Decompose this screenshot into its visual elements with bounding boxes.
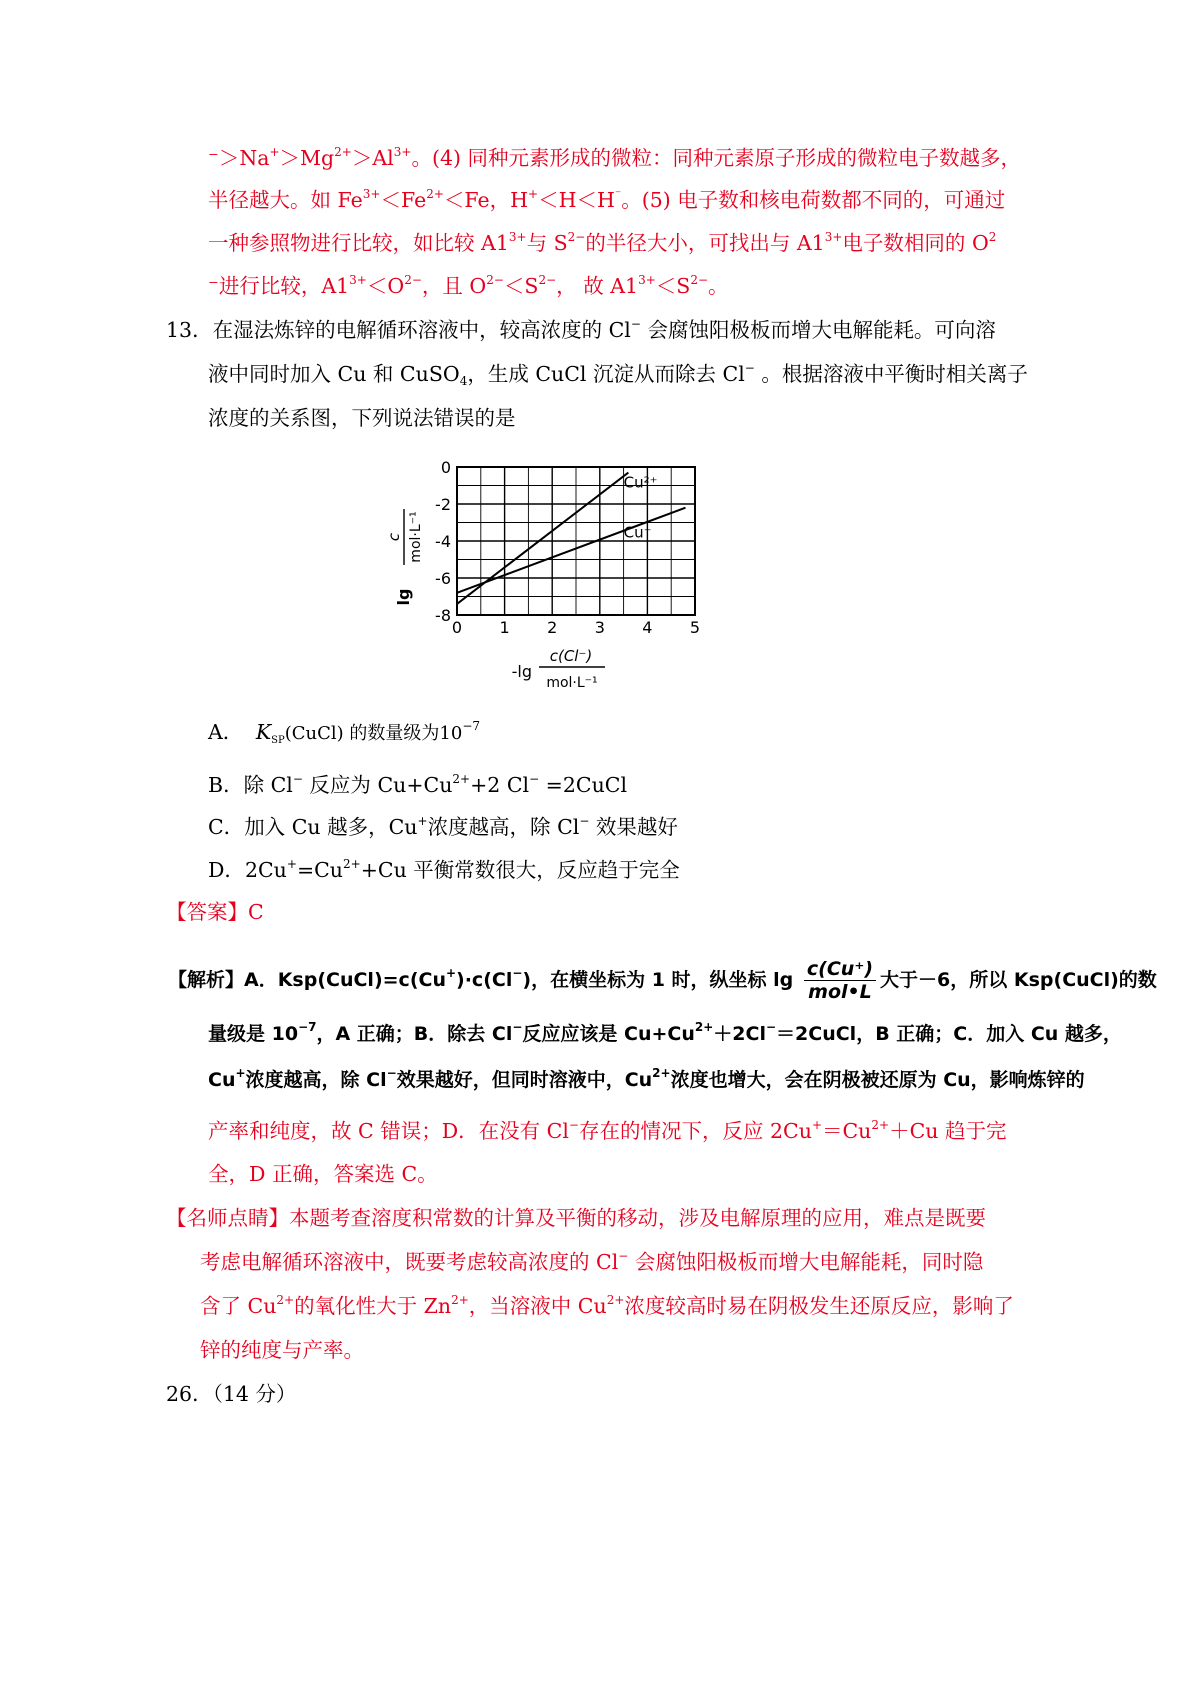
concentration-fraction: $\frac{c(Cu^+)}{\text{mol•L}}$ — [804, 958, 876, 1003]
y-axis-label — [385, 509, 424, 605]
y-tick-label: -8 — [435, 606, 451, 625]
chart-grid — [457, 467, 695, 615]
question-13-line-1: 13．在湿法炼锌的电解循环溶液中，较高浓度的 Cl− 会腐蚀阳极板而增大电解能耗。可向溶 — [166, 317, 996, 342]
answer: 【答案】C — [166, 900, 264, 924]
svg-text:mol·L⁻¹: mol·L⁻¹ — [408, 511, 424, 563]
x-tick-label: 3 — [594, 618, 605, 637]
y-tick-label: 0 — [440, 458, 451, 477]
x-tick-label: 1 — [499, 618, 510, 637]
question-number: 13． — [166, 318, 213, 342]
concentration-chart — [385, 455, 715, 700]
x-tick-label: 5 — [689, 618, 701, 637]
svg-text:-lg: -lg — [511, 662, 532, 681]
tip-line-2: 考虑电解循环溶液中，既要考虑较高浓度的 Cl− 会腐蚀阳极板而增大电解能耗，同时隐 — [200, 1249, 984, 1274]
chart-ticks — [435, 458, 700, 637]
y-tick-label: -4 — [435, 532, 451, 551]
analysis-line-4: 产率和纯度，故 C 错误；D．在没有 Cl−存在的情况下，反应 $2Cu^+=Cu^{2+}+Cu$ 趋于完 — [208, 1118, 1007, 1143]
question-13-line-2: 液中同时加入 Cu 和 CuSO$_4$，生成 CuCl 沉淀从而除去 Cl− 。根据溶液中平衡时相关离子 — [208, 361, 1028, 388]
series-label: Cu⁺ — [623, 523, 652, 542]
option-a: A． $K_{SP}(CuCl)$ 的数量级为$10^{-7}$ — [208, 719, 481, 746]
chart-legend — [624, 473, 658, 541]
analysis-line-3: Cu+浓度越高，除 Cl−效果越好，但同时溶液中，$Cu^{2+}$浓度也增大，会在阴极被还原为 Cu，影响炼锌的 — [208, 1066, 1085, 1091]
x-tick-label: 2 — [547, 618, 558, 637]
prev-analysis-line-1: $^->Na^+>Mg^{2+}>Al^{3+}$。(4) 同种元素形成的微粒：同种元素原子形成的微粒电子数越多， — [208, 145, 1022, 170]
svg-text:lg: lg — [394, 588, 413, 606]
tip-line-3: 含了 $Cu^{2+}$的氧化性大于 $Zn^{2+}$，当溶液中 $Cu^{2+}$浓度较高时易在阴极发生还原反应，影响了 — [200, 1293, 1014, 1318]
series-label: Cu²⁺ — [623, 473, 658, 492]
prev-analysis-line-3: 一种参照物进行比较，如比较 $A1^{3+}$与 $S^{2-}$的半径大小，可找出与 $A1^{3+}$电子数相同的 $O^2$ — [208, 230, 997, 255]
option-b: B．除 Cl− 反应为 $Cu+Cu^{2+}+2$ Cl− =2CuCl — [208, 772, 628, 797]
svg-text:mol·L⁻¹: mol·L⁻¹ — [546, 675, 598, 691]
analysis-line-2: 量级是 $10^{-7}$，A 正确；B．除去 Cl−反应应该是 $Cu+Cu^{2+}+2Cl^-=2CuCl$，B 正确；C．加入 Cu 越多， — [208, 1020, 1122, 1045]
next-question-heading: 26．（14 分） — [166, 1382, 297, 1406]
y-tick-label: -2 — [435, 495, 451, 514]
y-tick-label: -6 — [435, 569, 451, 588]
svg-text:c: c — [385, 532, 403, 542]
x-tick-label: 0 — [451, 618, 463, 637]
prev-analysis-line-4: ⁻进行比较，$A1^{3+}<O^{2-}$，且 $O^{2-}<S^{2-}$， 故 $A1^{3+}<S^{2-}$。 — [208, 273, 729, 298]
analysis-line-5: 全，D 正确，答案选 C。 — [208, 1162, 438, 1186]
tip-line-1: 【名师点睛】本题考查溶度积常数的计算及平衡的移动，涉及电解原理的应用，难点是既要 — [166, 1206, 986, 1230]
x-axis-label — [512, 647, 605, 691]
x-tick-label: 4 — [642, 618, 653, 637]
tip-line-4: 锌的纯度与产率。 — [200, 1338, 364, 1362]
analysis-line-1: 【解析】A．Ksp(CuCl)=c(Cu+)·c(Cl−)，在横坐标为 1 时，纵坐标 lg $\frac{c(Cu^+)}{\text{mol•L}}$ 大于－6，所以 Ksp(CuCl)的数 — [168, 958, 1157, 1003]
option-c: C．加入 Cu 越多，Cu+浓度越高，除 Cl− 效果越好 — [208, 814, 678, 839]
option-d: D．$2Cu^+=Cu^{2+}+Cu$ 平衡常数很大，反应趋于完全 — [208, 857, 680, 882]
question-13-line-3: 浓度的关系图，下列说法错误的是 — [208, 406, 516, 430]
svg-text:c(Cl⁻): c(Cl⁻) — [549, 647, 593, 665]
series-line-cuplus — [457, 508, 685, 593]
prev-analysis-line-2: 半径越大。如 $Fe^{3+}<Fe^{2+}<Fe$，H+＜H＜H⁻。(5) 电子数和核电荷数都不同的，可通过 — [208, 187, 1006, 212]
